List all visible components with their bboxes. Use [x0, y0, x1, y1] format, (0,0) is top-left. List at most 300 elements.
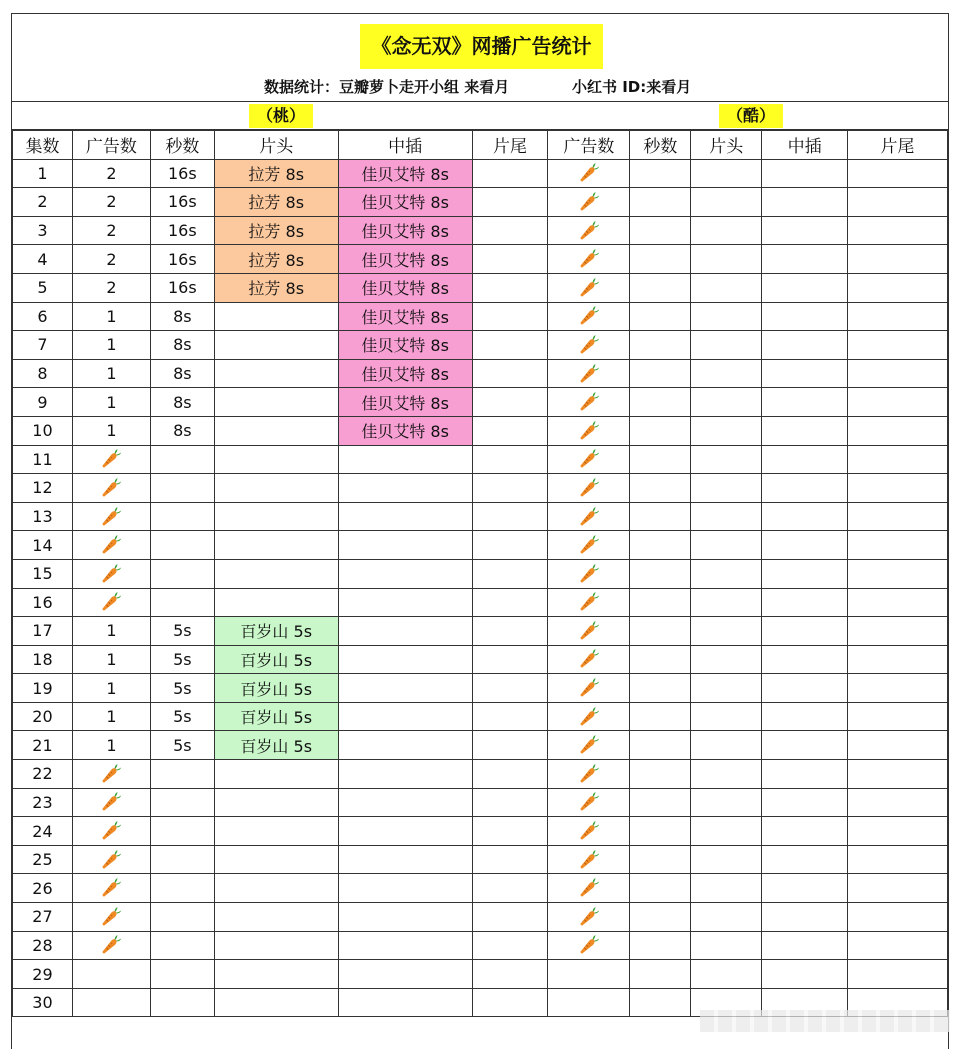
ad-count-cell — [72, 788, 150, 817]
column-header: 片头 — [691, 131, 762, 160]
mid-ad-cell — [338, 788, 472, 817]
opening-ad-cell: 拉芳 8s — [214, 188, 338, 217]
ending-ad-cell — [472, 903, 548, 932]
ending-ad-cell — [472, 445, 548, 474]
ending-ad-cell — [472, 388, 548, 417]
ku-ad-count-cell — [548, 903, 630, 932]
ku-opening-ad-cell — [691, 788, 762, 817]
ku-ending-ad-cell — [848, 903, 948, 932]
ad-count-cell — [72, 474, 150, 503]
ku-mid-ad-cell — [762, 760, 848, 789]
section-label-tao: （桃） — [249, 104, 313, 128]
seconds-cell — [150, 588, 214, 617]
ku-ad-count-cell — [548, 874, 630, 903]
ku-mid-ad-cell — [762, 874, 848, 903]
episode-cell: 21 — [13, 731, 73, 760]
episode-cell: 30 — [13, 988, 73, 1017]
carrot-icon — [578, 934, 600, 956]
ku-ending-ad-cell — [848, 817, 948, 846]
carrot-icon — [100, 506, 122, 528]
opening-ad-cell: 百岁山 5s — [214, 702, 338, 731]
opening-ad-cell — [214, 817, 338, 846]
ku-opening-ad-cell — [691, 674, 762, 703]
ku-ad-count-cell — [548, 245, 630, 274]
ku-mid-ad-cell — [762, 359, 848, 388]
ku-opening-ad-cell — [691, 617, 762, 646]
ku-ad-count-cell — [548, 817, 630, 846]
carrot-icon — [100, 591, 122, 613]
ku-ending-ad-cell — [848, 416, 948, 445]
ku-opening-ad-cell — [691, 817, 762, 846]
ku-opening-ad-cell — [691, 331, 762, 360]
ku-seconds-cell — [630, 216, 691, 245]
carrot-icon — [100, 534, 122, 556]
seconds-cell: 8s — [150, 302, 214, 331]
ku-mid-ad-cell — [762, 617, 848, 646]
ad-count-cell — [72, 903, 150, 932]
opening-ad-cell — [214, 874, 338, 903]
ku-ad-count-cell — [548, 960, 630, 989]
mid-ad-cell — [338, 931, 472, 960]
ku-ending-ad-cell — [848, 731, 948, 760]
episode-cell: 22 — [13, 760, 73, 789]
ad-count-cell: 1 — [72, 359, 150, 388]
subtitle-credit: 数据统计：豆瓣萝卜走开小组 来看月 — [264, 78, 510, 96]
seconds-cell: 5s — [150, 702, 214, 731]
opening-ad-cell — [214, 416, 338, 445]
column-header: 秒数 — [630, 131, 691, 160]
ku-ad-count-cell — [548, 645, 630, 674]
ku-opening-ad-cell — [691, 502, 762, 531]
mid-ad-cell — [338, 903, 472, 932]
opening-ad-cell — [214, 474, 338, 503]
ad-count-cell — [72, 502, 150, 531]
opening-ad-cell: 百岁山 5s — [214, 617, 338, 646]
title-area — [12, 14, 948, 102]
ku-opening-ad-cell — [691, 302, 762, 331]
ku-ad-count-cell — [548, 474, 630, 503]
episode-cell: 7 — [13, 331, 73, 360]
ku-seconds-cell — [630, 845, 691, 874]
seconds-cell: 8s — [150, 388, 214, 417]
table-row — [13, 445, 948, 474]
mid-ad-cell: 佳贝艾特 8s — [338, 273, 472, 302]
episode-cell: 26 — [13, 874, 73, 903]
carrot-icon — [578, 591, 600, 613]
ending-ad-cell — [472, 617, 548, 646]
ku-mid-ad-cell — [762, 474, 848, 503]
table-row — [13, 331, 948, 360]
table-row — [13, 702, 948, 731]
table-row — [13, 674, 948, 703]
carrot-icon — [578, 248, 600, 270]
ku-ad-count-cell — [548, 416, 630, 445]
opening-ad-cell: 拉芳 8s — [214, 273, 338, 302]
ku-seconds-cell — [630, 559, 691, 588]
ku-seconds-cell — [630, 931, 691, 960]
table-row — [13, 359, 948, 388]
ad-count-cell — [72, 559, 150, 588]
ku-seconds-cell — [630, 416, 691, 445]
ad-count-cell — [72, 845, 150, 874]
seconds-cell: 8s — [150, 359, 214, 388]
mid-ad-cell — [338, 559, 472, 588]
table-row — [13, 159, 948, 188]
ad-count-cell — [72, 588, 150, 617]
opening-ad-cell — [214, 559, 338, 588]
table-row — [13, 302, 948, 331]
mid-ad-cell — [338, 960, 472, 989]
ending-ad-cell — [472, 559, 548, 588]
ku-ad-count-cell — [548, 588, 630, 617]
seconds-cell — [150, 903, 214, 932]
opening-ad-cell — [214, 331, 338, 360]
ku-ad-count-cell — [548, 559, 630, 588]
episode-cell: 27 — [13, 903, 73, 932]
ku-seconds-cell — [630, 474, 691, 503]
table-row — [13, 559, 948, 588]
mid-ad-cell: 佳贝艾特 8s — [338, 245, 472, 274]
ku-ending-ad-cell — [848, 445, 948, 474]
ku-opening-ad-cell — [691, 216, 762, 245]
mid-ad-cell — [338, 445, 472, 474]
opening-ad-cell: 百岁山 5s — [214, 731, 338, 760]
column-header: 片尾 — [472, 131, 548, 160]
opening-ad-cell — [214, 359, 338, 388]
mid-ad-cell: 佳贝艾特 8s — [338, 188, 472, 217]
ku-seconds-cell — [630, 588, 691, 617]
ending-ad-cell — [472, 302, 548, 331]
ending-ad-cell — [472, 960, 548, 989]
carrot-icon — [578, 677, 600, 699]
opening-ad-cell — [214, 531, 338, 560]
ku-ad-count-cell — [548, 731, 630, 760]
ku-seconds-cell — [630, 788, 691, 817]
ad-count-cell — [72, 960, 150, 989]
ku-ending-ad-cell — [848, 702, 948, 731]
ku-seconds-cell — [630, 731, 691, 760]
ku-ending-ad-cell — [848, 359, 948, 388]
ku-seconds-cell — [630, 445, 691, 474]
ku-ending-ad-cell — [848, 760, 948, 789]
mid-ad-cell — [338, 845, 472, 874]
opening-ad-cell — [214, 388, 338, 417]
ad-count-cell: 1 — [72, 416, 150, 445]
carrot-icon — [100, 877, 122, 899]
mid-ad-cell: 佳贝艾特 8s — [338, 388, 472, 417]
seconds-cell — [150, 788, 214, 817]
seconds-cell: 5s — [150, 617, 214, 646]
ku-seconds-cell — [630, 817, 691, 846]
opening-ad-cell: 拉芳 8s — [214, 159, 338, 188]
column-header: 片头 — [214, 131, 338, 160]
table-row — [13, 531, 948, 560]
carrot-icon — [578, 791, 600, 813]
opening-ad-cell — [214, 760, 338, 789]
seconds-cell — [150, 874, 214, 903]
carrot-icon — [578, 477, 600, 499]
opening-ad-cell — [214, 445, 338, 474]
ku-mid-ad-cell — [762, 331, 848, 360]
ku-mid-ad-cell — [762, 502, 848, 531]
ku-opening-ad-cell — [691, 273, 762, 302]
carrot-icon — [578, 563, 600, 585]
ending-ad-cell — [472, 760, 548, 789]
ending-ad-cell — [472, 474, 548, 503]
ending-ad-cell — [472, 874, 548, 903]
table-row — [13, 416, 948, 445]
mid-ad-cell — [338, 645, 472, 674]
ku-mid-ad-cell — [762, 531, 848, 560]
table-row — [13, 588, 948, 617]
ad-count-cell: 1 — [72, 731, 150, 760]
episode-cell: 19 — [13, 674, 73, 703]
table-row — [13, 788, 948, 817]
seconds-cell: 5s — [150, 645, 214, 674]
ending-ad-cell — [472, 702, 548, 731]
table-row — [13, 931, 948, 960]
seconds-cell — [150, 445, 214, 474]
mid-ad-cell: 佳贝艾特 8s — [338, 216, 472, 245]
opening-ad-cell — [214, 302, 338, 331]
table-row — [13, 245, 948, 274]
ad-count-cell — [72, 874, 150, 903]
seconds-cell: 16s — [150, 245, 214, 274]
ku-seconds-cell — [630, 159, 691, 188]
carrot-icon — [100, 906, 122, 928]
ku-ad-count-cell — [548, 502, 630, 531]
ku-ending-ad-cell — [848, 188, 948, 217]
column-header: 广告数 — [548, 131, 630, 160]
ku-mid-ad-cell — [762, 845, 848, 874]
seconds-cell — [150, 474, 214, 503]
carrot-icon — [578, 162, 600, 184]
ku-ad-count-cell — [548, 617, 630, 646]
ku-seconds-cell — [630, 903, 691, 932]
carrot-icon — [578, 906, 600, 928]
ad-statistics-sheet — [11, 13, 949, 1049]
ku-seconds-cell — [630, 702, 691, 731]
column-header: 中插 — [338, 131, 472, 160]
mid-ad-cell — [338, 502, 472, 531]
ad-count-cell: 1 — [72, 702, 150, 731]
seconds-cell: 16s — [150, 216, 214, 245]
ku-ad-count-cell — [548, 216, 630, 245]
episode-cell: 28 — [13, 931, 73, 960]
carrot-icon — [578, 506, 600, 528]
ending-ad-cell — [472, 731, 548, 760]
carrot-icon — [578, 849, 600, 871]
opening-ad-cell — [214, 903, 338, 932]
ad-count-cell: 1 — [72, 302, 150, 331]
episode-cell: 13 — [13, 502, 73, 531]
ku-opening-ad-cell — [691, 245, 762, 274]
episode-cell: 2 — [13, 188, 73, 217]
ad-count-cell: 1 — [72, 388, 150, 417]
ku-ad-count-cell — [548, 988, 630, 1017]
ad-count-cell — [72, 988, 150, 1017]
mid-ad-cell — [338, 731, 472, 760]
ending-ad-cell — [472, 788, 548, 817]
column-header: 广告数 — [72, 131, 150, 160]
ku-seconds-cell — [630, 674, 691, 703]
carrot-icon — [578, 277, 600, 299]
ku-opening-ad-cell — [691, 474, 762, 503]
opening-ad-cell: 百岁山 5s — [214, 674, 338, 703]
ku-ad-count-cell — [548, 445, 630, 474]
carrot-icon — [578, 448, 600, 470]
episode-cell: 15 — [13, 559, 73, 588]
ad-count-cell — [72, 931, 150, 960]
seconds-cell — [150, 531, 214, 560]
ku-mid-ad-cell — [762, 674, 848, 703]
ku-opening-ad-cell — [691, 445, 762, 474]
mid-ad-cell: 佳贝艾特 8s — [338, 359, 472, 388]
carrot-icon — [100, 934, 122, 956]
table-row — [13, 845, 948, 874]
ku-ending-ad-cell — [848, 302, 948, 331]
ku-opening-ad-cell — [691, 359, 762, 388]
carrot-icon — [100, 563, 122, 585]
episode-cell: 17 — [13, 617, 73, 646]
ad-count-cell — [72, 445, 150, 474]
carrot-icon — [578, 877, 600, 899]
ku-opening-ad-cell — [691, 188, 762, 217]
seconds-cell — [150, 559, 214, 588]
ku-opening-ad-cell — [691, 874, 762, 903]
ad-count-cell: 2 — [72, 159, 150, 188]
ku-ending-ad-cell — [848, 216, 948, 245]
ku-opening-ad-cell — [691, 731, 762, 760]
ku-ending-ad-cell — [848, 559, 948, 588]
opening-ad-cell: 拉芳 8s — [214, 216, 338, 245]
ad-count-cell: 2 — [72, 245, 150, 274]
ending-ad-cell — [472, 245, 548, 274]
ku-opening-ad-cell — [691, 702, 762, 731]
ad-count-cell: 2 — [72, 216, 150, 245]
ku-ending-ad-cell — [848, 245, 948, 274]
carrot-icon — [100, 763, 122, 785]
episode-cell: 9 — [13, 388, 73, 417]
ku-seconds-cell — [630, 960, 691, 989]
ku-ad-count-cell — [548, 931, 630, 960]
carrot-icon — [578, 534, 600, 556]
ku-opening-ad-cell — [691, 588, 762, 617]
ku-ending-ad-cell — [848, 331, 948, 360]
carrot-icon — [578, 620, 600, 642]
ending-ad-cell — [472, 331, 548, 360]
table-row — [13, 817, 948, 846]
ku-ending-ad-cell — [848, 874, 948, 903]
ku-opening-ad-cell — [691, 559, 762, 588]
ku-opening-ad-cell — [691, 159, 762, 188]
mid-ad-cell — [338, 817, 472, 846]
ku-opening-ad-cell — [691, 388, 762, 417]
ku-mid-ad-cell — [762, 817, 848, 846]
ku-ad-count-cell — [548, 359, 630, 388]
episode-cell: 29 — [13, 960, 73, 989]
mid-ad-cell — [338, 988, 472, 1017]
episode-cell: 24 — [13, 817, 73, 846]
ending-ad-cell — [472, 216, 548, 245]
table-row — [13, 188, 948, 217]
episode-cell: 4 — [13, 245, 73, 274]
carrot-icon — [100, 849, 122, 871]
ending-ad-cell — [472, 531, 548, 560]
seconds-cell — [150, 845, 214, 874]
ku-ending-ad-cell — [848, 788, 948, 817]
mid-ad-cell: 佳贝艾特 8s — [338, 416, 472, 445]
ku-mid-ad-cell — [762, 416, 848, 445]
ku-ending-ad-cell — [848, 645, 948, 674]
ku-mid-ad-cell — [762, 731, 848, 760]
ku-mid-ad-cell — [762, 216, 848, 245]
carrot-icon — [578, 734, 600, 756]
column-header: 集数 — [13, 131, 73, 160]
carrot-icon — [578, 391, 600, 413]
episode-cell: 12 — [13, 474, 73, 503]
table-header-row — [13, 131, 948, 160]
ku-ad-count-cell — [548, 159, 630, 188]
ku-opening-ad-cell — [691, 903, 762, 932]
mid-ad-cell — [338, 674, 472, 703]
ad-count-cell: 2 — [72, 188, 150, 217]
mid-ad-cell — [338, 617, 472, 646]
ku-seconds-cell — [630, 760, 691, 789]
ku-mid-ad-cell — [762, 788, 848, 817]
ku-opening-ad-cell — [691, 531, 762, 560]
ku-ending-ad-cell — [848, 531, 948, 560]
episode-cell: 20 — [13, 702, 73, 731]
seconds-cell: 5s — [150, 731, 214, 760]
episode-cell: 3 — [13, 216, 73, 245]
section-label-ku: （酷） — [719, 104, 783, 128]
table-row — [13, 903, 948, 932]
ku-ad-count-cell — [548, 188, 630, 217]
seconds-cell — [150, 502, 214, 531]
ad-count-cell — [72, 817, 150, 846]
ku-seconds-cell — [630, 645, 691, 674]
ending-ad-cell — [472, 988, 548, 1017]
ku-ending-ad-cell — [848, 588, 948, 617]
ku-ad-count-cell — [548, 760, 630, 789]
ku-ad-count-cell — [548, 302, 630, 331]
ku-mid-ad-cell — [762, 388, 848, 417]
ending-ad-cell — [472, 588, 548, 617]
ku-ad-count-cell — [548, 273, 630, 302]
opening-ad-cell — [214, 931, 338, 960]
mid-ad-cell: 佳贝艾特 8s — [338, 159, 472, 188]
ku-ending-ad-cell — [848, 273, 948, 302]
ku-opening-ad-cell — [691, 960, 762, 989]
ku-ad-count-cell — [548, 674, 630, 703]
mid-ad-cell — [338, 588, 472, 617]
mid-ad-cell: 佳贝艾特 8s — [338, 302, 472, 331]
ku-mid-ad-cell — [762, 903, 848, 932]
ku-ending-ad-cell — [848, 159, 948, 188]
ad-count-cell — [72, 760, 150, 789]
carrot-icon — [578, 191, 600, 213]
ending-ad-cell — [472, 845, 548, 874]
mid-ad-cell — [338, 702, 472, 731]
episode-cell: 8 — [13, 359, 73, 388]
seconds-cell — [150, 988, 214, 1017]
ending-ad-cell — [472, 931, 548, 960]
opening-ad-cell: 拉芳 8s — [214, 245, 338, 274]
seconds-cell — [150, 817, 214, 846]
table-row — [13, 273, 948, 302]
ku-ending-ad-cell — [848, 388, 948, 417]
